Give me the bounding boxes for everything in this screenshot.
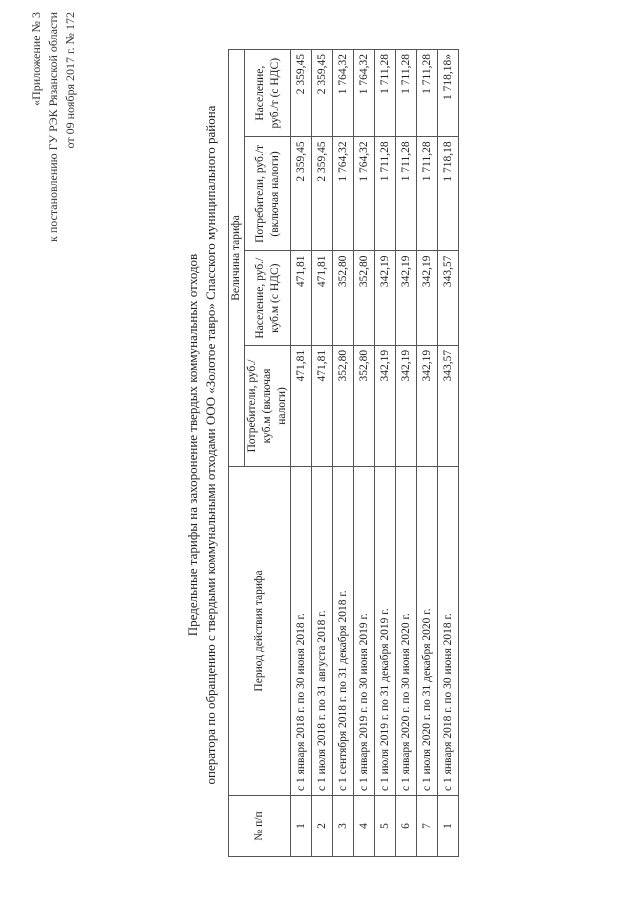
tariff-table — [228, 49, 459, 857]
appendix-label: «Приложение № 3 — [29, 12, 43, 106]
header-consumers-m3: Потребители, руб./куб.м (включая налоги) — [245, 345, 291, 466]
row-period: с 1 января 2018 г. по 30 июня 2018 г. — [291, 467, 312, 796]
row-consumers-m3: 343,57 — [438, 345, 459, 466]
table-header-row — [229, 50, 245, 857]
row-population-t: 1 764,32 — [333, 50, 354, 137]
row-number: 3 — [333, 796, 354, 857]
row-consumers-m3: 471,81 — [312, 345, 333, 466]
header-population-m3: Население, руб./куб.м (с НДС) — [245, 251, 291, 345]
table-row — [354, 50, 375, 857]
row-population-m3: 471,81 — [312, 251, 333, 345]
table-row — [396, 50, 417, 857]
table-row — [375, 50, 396, 857]
row-period: с 1 июля 2020 г. по 31 декабря 2020 г. — [417, 467, 438, 796]
row-period: с 1 июля 2019 г. по 31 декабря 2019 г. — [375, 467, 396, 796]
row-consumers-m3: 342,19 — [396, 345, 417, 466]
row-number: 5 — [375, 796, 396, 857]
row-population-m3: 471,81 — [291, 251, 312, 345]
row-number: 2 — [312, 796, 333, 857]
header-tariff-group: Величина тарифа — [229, 50, 245, 467]
header-consumers-t: Потребители, руб./т (включая налоги) — [245, 137, 291, 251]
table-row — [291, 50, 312, 857]
row-consumers-t: 1 764,32 — [333, 137, 354, 251]
header-population-t: Население, руб./т (с НДС) — [245, 50, 291, 137]
row-consumers-m3: 352,80 — [333, 345, 354, 466]
row-population-t: 1 711,28 — [396, 50, 417, 137]
row-period: с 1 июля 2018 г. по 31 августа 2018 г. — [312, 467, 333, 796]
row-consumers-t: 1 718,18 — [438, 137, 459, 251]
row-consumers-m3: 471,81 — [291, 345, 312, 466]
row-consumers-t: 1 711,28 — [417, 137, 438, 251]
row-population-m3: 343,57 — [438, 251, 459, 345]
title-line-2: оператора по обращению с твердыми коммунальными отходами ООО «Золотое тавро» Спасского муниципального района — [203, 105, 218, 785]
table-row — [417, 50, 438, 857]
row-population-t: 1 711,28 — [417, 50, 438, 137]
appendix-resolution: к постановлению ГУ РЭК Рязанской области — [46, 12, 60, 242]
table-row — [312, 50, 333, 857]
row-population-t: 2 359,45 — [291, 50, 312, 137]
row-consumers-m3: 352,80 — [354, 345, 375, 466]
document-title — [184, 45, 220, 845]
appendix-date-number: от 09 ноября 2017 г. № 172 — [63, 12, 77, 149]
row-population-t: 2 359,45 — [312, 50, 333, 137]
row-population-m3: 352,80 — [354, 251, 375, 345]
row-number: 7 — [417, 796, 438, 857]
row-number: 6 — [396, 796, 417, 857]
row-population-t: 1 718,18» — [438, 50, 459, 137]
row-consumers-m3: 342,19 — [417, 345, 438, 466]
row-number: 1 — [438, 796, 459, 857]
table-row — [438, 50, 459, 857]
table-row — [333, 50, 354, 857]
row-population-m3: 342,19 — [417, 251, 438, 345]
header-period: Период действия тарифа — [229, 467, 291, 796]
row-population-m3: 342,19 — [396, 251, 417, 345]
row-period: с 1 января 2018 г. по 30 июня 2018 г. — [438, 467, 459, 796]
row-consumers-t: 1 711,28 — [396, 137, 417, 251]
row-period: с 1 сентября 2018 г. по 31 декабря 2018 г. — [333, 467, 354, 796]
row-consumers-t: 1 764,32 — [354, 137, 375, 251]
row-period: с 1 января 2019 г. по 30 июня 2019 г. — [354, 467, 375, 796]
row-number: 4 — [354, 796, 375, 857]
title-line-1: Предельные тарифы на захоронение твердых коммунальных отходов — [185, 253, 200, 637]
row-number: 1 — [291, 796, 312, 857]
row-population-m3: 352,80 — [333, 251, 354, 345]
row-period: с 1 января 2020 г. по 30 июня 2020 г. — [396, 467, 417, 796]
row-population-m3: 342,19 — [375, 251, 396, 345]
row-population-t: 1 764,32 — [354, 50, 375, 137]
row-consumers-m3: 342,19 — [375, 345, 396, 466]
row-population-t: 1 711,28 — [375, 50, 396, 137]
header-number: № п/п — [229, 796, 291, 857]
appendix-reference — [28, 12, 79, 432]
row-consumers-t: 2 359,45 — [312, 137, 333, 251]
row-consumers-t: 2 359,45 — [291, 137, 312, 251]
row-consumers-t: 1 711,28 — [375, 137, 396, 251]
